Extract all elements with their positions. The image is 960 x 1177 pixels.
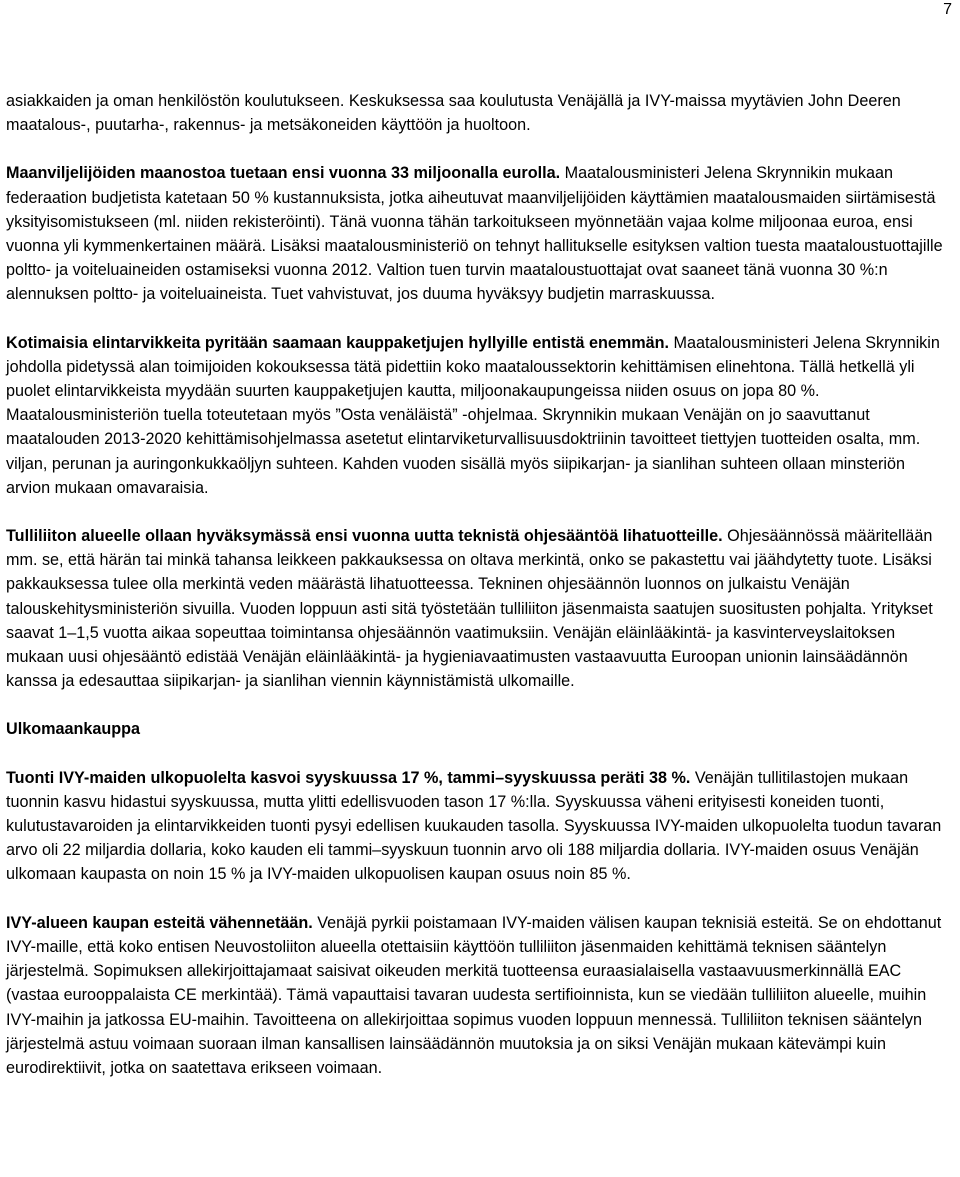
- paragraph-training: [6, 89, 950, 137]
- paragraph-body: Maatalousministeri Jelena Skrynnikin mukaan federaation budjetista katetaan 50 % kustannuksista, jotka aiheutuvat maanviljelijöiden käyttämien maatalousmaiden siirtämisestä yksityisomistukseen (ml. niiden rekisteröinti). Tänä vuonna tähän tarkoitukseen myönnetään vajaa kolme miljoonaa euroa, ensi vuonna yli kymmenkertainen määrä. Lisäksi maatalousministeriö on tehnyt hallitukselle esityksen valtion tuesta maataloustuottajille poltto- ja voiteluaineiden ostamiseksi vuonna 2012. Valtion tuen turvin maataloustuottajat ovat saaneet tänä vuonna 30 %:n alennuksen poltto- ja voiteluaineista. Tuet vahvistuvat, jos duuma hyväksyy budjetin marraskuussa.: [6, 164, 943, 304]
- paragraph-lead: IVY-alueen kaupan esteitä vähennetään.: [6, 913, 313, 932]
- paragraph-land-purchase: [6, 161, 950, 306]
- paragraph-lead: Tuonti IVY-maiden ulkopuolelta kasvoi syyskuussa 17 %, tammi–syyskuussa peräti 38 %.: [6, 768, 691, 787]
- paragraph-body: Ohjesäännössä määritellään mm. se, että härän tai minkä tahansa leikkeen pakkauksessa on oltava merkintä, onko se pakastettu vai jäähdytetty tuote. Lisäksi pakkauksessa tulee olla merkintä veden määrästä lihatuotteessa. Tekninen ohjesäännön luonnos on julkaistu Venäjän talouskehitysministeriön sivuilla. Vuoden loppuun asti sitä työstetään tulliliiton jäsenmaista saatujen suositusten pohjalta. Yritykset saavat 1–1,5 vuotta aikaa sopeuttaa toimintansa ohjesäännön vaatimuksiin. Venäjän eläinlääkintä- ja kasvinterveyslaitoksen mukaan uusi ohjesääntö edistää Venäjän eläinlääkintä- ja hygieniavaatimusten vastaavuutta Euroopan unionin lainsäädännön kanssa ja edesauttaa siipikarjan- ja sianlihan viennin käynnistämistä ulkomaille.: [6, 527, 933, 691]
- paragraph-customs-union: [6, 524, 950, 693]
- paragraph-lead: Tulliliiton alueelle ollaan hyväksymässä ensi vuonna uutta teknistä ohjesääntöä lihatuotteille.: [6, 527, 723, 546]
- paragraph-trade-barriers: [6, 911, 950, 1080]
- paragraph-body: Maatalousministeri Jelena Skrynnikin johdolla pidetyssä alan toimijoiden kokouksessa tätä pidettiin koko maataloussektorin kehittämisen elinehtona. Tällä hetkellä yli puolet elintarvikkeista myydään suurten kauppaketjujen kautta, miljoonakaupungeissa niiden osuus on jopa 80 %. Maatalousministeriön tuella toteutetaan myös ”Osta venäläistä” -ohjelmaa. Skrynnikin mukaan Venäjän on jo saavuttanut maatalouden 2013-2020 kehittämisohjelmassa asetetut elintarviketurvallisuusdoktriinin tavoitteet tiettyjen tuotteiden osalta, mm. viljan, perunan ja auringonkukkaöljyn suhteen. Kahden vuoden sisällä myös siipikarjan- ja sianlihan suhteen ollaan minsteriön arvion mukaan omavaraisia.: [6, 333, 940, 497]
- paragraph-body: asiakkaiden ja oman henkilöstön koulutukseen. Keskuksessa saa koulutusta Venäjällä ja IVY-maissa myytävien John Deeren maatalous-, puutarha-, rakennus- ja metsäkoneiden käyttöön ja huoltoon.: [6, 92, 901, 135]
- paragraph-lead: Maanviljelijöiden maanostoa tuetaan ensi vuonna 33 miljoonalla eurolla.: [6, 164, 561, 183]
- paragraph-imports: [6, 766, 950, 887]
- paragraph-lead: Kotimaisia elintarvikkeita pyritään saamaan kauppaketjujen hyllyille entistä enemmän.: [6, 333, 670, 352]
- section-heading: Ulkomaankauppa: [6, 720, 141, 739]
- page-number: 7: [943, 1, 952, 18]
- paragraph-domestic-food: [6, 331, 950, 500]
- paragraph-body: Venäjä pyrkii poistamaan IVY-maiden välisen kaupan teknisiä esteitä. Se on ehdottanut IVY-maille, että koko entisen Neuvostoliiton alueella otettaisiin käyttöön tulliliiton jäsenmaiden kehittämä teknisen sääntelyn järjestelmä. Sopimuksen allekirjoittajamaat saisivat oikeuden merkitä tuotteensa euraasialaisella vastaavuusmerkinnällä EAC (vastaa eurooppalaista CE merkintää). Tämä vapauttaisi tavaran uudesta sertifioinnista, kun se viedään tulliliiton alueelle, muihin IVY-maihin ja jatkossa EU-maihin. Tavoitteena on allekirjoittaa sopimus vuoden loppuun mennessä. Tulliliiton teknisen sääntelyn järjestelmä astuu voimaan suoraan ilman kansallisen lainsäädännön muutoksia ja on siksi Venäjän mukaan kätevämpi kuin eurodirektiivit, jotka on saatettava erikseen voimaan.: [6, 913, 942, 1077]
- document-body: [6, 89, 950, 1104]
- paragraph-body: Venäjän tullitilastojen mukaan tuonnin kasvu hidastui syyskuussa, mutta ylitti edellisvuoden tason 17 %:lla. Syyskuussa väheni erityisesti koneiden tuonti, kulutustavaroiden ja elintarvikkeiden tuonti pysyi edellisen kuukauden tasolla. Syyskuussa IVY-maiden ulkopuolelta tuodun tavaran arvo oli 22 miljardia dollaria, koko kauden eli tammi–syyskuun tuonnin arvo oli 188 miljardia dollaria. IVY-maiden osuus Venäjän ulkomaan kaupasta on noin 15 % ja IVY-maiden ulkopuolisen kaupan osuus noin 85 %.: [6, 768, 942, 884]
